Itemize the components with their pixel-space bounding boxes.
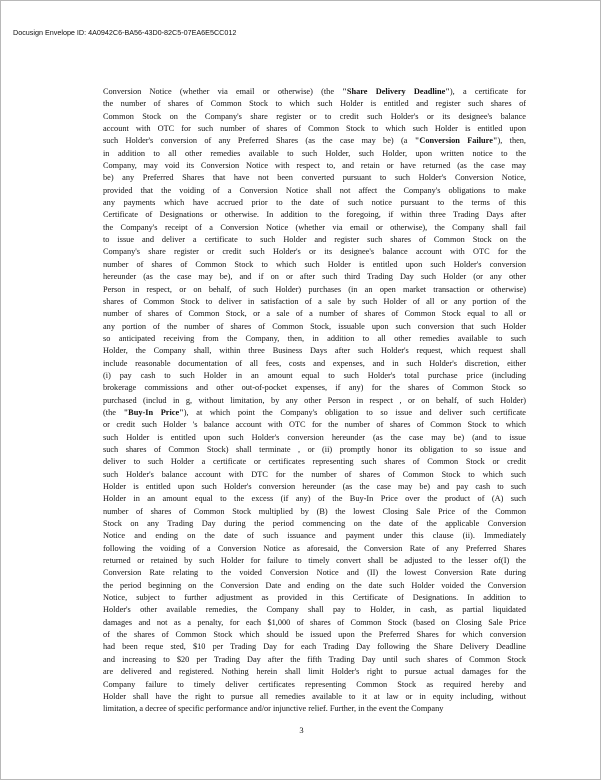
paragraph-line: limitation, a decree of specific performance and/or injunctive relief. Further, in the event the Company (103, 704, 444, 714)
paragraph-line: any portion of the number of shares of Common Stock, issuable upon such conversion that such Holder (103, 321, 526, 331)
page-number: 3 (299, 725, 304, 735)
paragraph-line: Holder shall have the right to pursue all remedies available to it at law or in equity including, without (103, 691, 526, 701)
paragraph-line: deliver to such Holder a certificate or certificates representing such shares of Common Stock or credit (103, 457, 526, 467)
paragraph-line: of the shares of Common Stock which should be issued upon the Preferred Shares for which conversion (103, 630, 526, 640)
paragraph-line: to issue and deliver a certificate to such Holder and register such shares of Common Stock on the (103, 235, 526, 245)
paragraph-line: Holder in an amount equal to the excess (if any) of the Buy-In Price over the product of (A) such (103, 494, 526, 504)
paragraph-line: Common Stock on the Company's share register or to credit such Holder's or its designee's balance (103, 111, 526, 121)
paragraph-line: and increasing to $20 per Trading Day after the fifth Trading Day until such shares of Common Stock (103, 654, 526, 664)
paragraph-line: such Holder's conversion of any Preferred Shares (as the case may be) (a "Conversion Failure"), then, (103, 136, 526, 146)
paragraph-line: number of shares of Common Stock multiplied by (B) the lowest Closing Sale Price of the Common (103, 506, 526, 516)
paragraph-line: any payments which have accrued prior to the date of such notice pursuant to the terms of this (103, 198, 526, 208)
paragraph-line: had been reque sted, $10 per Trading Day for each Trading Day following the Share Delivery Deadline (103, 642, 526, 652)
paragraph-line: in addition to all other remedies available to such Holder, such Holder, upon written notice to the (103, 148, 526, 158)
paragraph-line: Holder is entitled upon such Holder's conversion hereunder (as the case may be) and pay cash to such (103, 482, 526, 491)
paragraph-line: following the voiding of a Conversion Notice as aforesaid, the Conversion Rate of any Preferred Shares (103, 543, 526, 553)
paragraph-line: (i) pay cash to such Holder in an amount equal to such Holder's total purchase price (including (103, 370, 526, 380)
paragraph-line: or credit such Holder 's balance account with OTC for the number of shares of Common Stock to which (103, 420, 526, 430)
paragraph-line: Notice and ending on the date of such issuance and payment under this clause (ii). Immediately (103, 531, 526, 541)
paragraph-line: Stock on any Trading Day during the period commencing on the date of the applicable Conversion (103, 519, 526, 529)
paragraph-line: Holder's other available remedies, the Company shall pay to Holder, in cash, as partial liquidated (103, 605, 526, 615)
paragraph-line: damages and not as a penalty, for each $1,000 of shares of Common Stock (based on Closing Sale Price (103, 617, 526, 627)
paragraph-line: provided that the voiding of a Conversion Notice shall not affect the Company's obligations to make (103, 185, 526, 195)
docusign-envelope-id: Docusign Envelope ID: 4A0942C6-BA56-43D0-82C5-07EA6E5CC012 (13, 28, 237, 37)
paragraph-line: returned or retained by such Holder for failure to timely convert shall be adjusted to the lesser of(I) the (103, 556, 526, 566)
paragraph-line: number of shares of Common Stock, or a sale of a number of shares of Common Stock equal to all or (103, 309, 526, 319)
paragraph-line: Conversion Rate relating to the voided Conversion Notice and (II) the lowest Conversion Rate during (103, 568, 526, 578)
paragraph-line: Holder, the Company shall, within three Business Days after such Holder's request, which request shall (103, 346, 526, 356)
paragraph-line: are delivered and registered. Nothing herein shall limit Holder's right to pursue actual damages for the (103, 667, 526, 677)
paragraph-line: (the "Buy-In Price"), at which point the Company's obligation to so issue and deliver such certificate (103, 407, 526, 417)
paragraph-line: Conversion Notice (whether via email or otherwise) (the "Share Delivery Deadline"), a certificate for (103, 87, 526, 96)
paragraph-line: such Holder's balance account with DTC for the number of shares of Common Stock to which such (103, 469, 526, 479)
paragraph-line: number of shares of Common Stock to which such Holder is entitled upon such Holder's conversion (103, 259, 526, 269)
paragraph-line: brokerage commissions and other out-of-pocket expenses, if any) for the shares of Common Stock so (103, 383, 526, 393)
paragraph-line: account with OTC for such number of shares of Common Stock to which such Holder is entitled upon (103, 124, 526, 134)
paragraph-line: Company, may void its Conversion Notice with respect to, and retain or have returned (as the case may (103, 161, 526, 171)
paragraph-line: shares of Common Stock to deliver in satisfaction of a sale by such Holder of all or any portion of the (103, 296, 526, 306)
paragraph-line: the period beginning on the Conversion Date and ending on the date such Holder voided the Conversion (103, 580, 526, 590)
paragraph-line: the number of shares of Common Stock to which such Holder is entitled and register such shares of (103, 99, 526, 109)
paragraph-line: the Company's receipt of a Conversion Notice (whether via email or otherwise), the Company shall fail (103, 222, 526, 232)
body-paragraph (103, 86, 526, 716)
paragraph-line: include reasonable documentation of all fees, costs and expenses, and in such Holder's discretion, either (103, 358, 526, 368)
paragraph-line: Certificate of Designations or otherwise. In addition to the foregoing, if within three Trading Days after (103, 210, 526, 220)
paragraph-line: be) any Preferred Shares that have not been converted pursuant to such Holder's Conversion Notice, (103, 173, 526, 183)
paragraph-line: purchased (includ in g, without limitation, by any other Person in respect , or on behalf, of such Holder) (103, 395, 526, 405)
paragraph-line: Notice, subject to further adjustment as provided in this Certificate of Designations. In addition to (103, 593, 526, 603)
paragraph-line: hereunder (as the case may be), and if on or after such third Trading Day such Holder (or any other (103, 272, 526, 282)
paragraph-line: Company failure to timely deliver certificates representing Common Stock as required hereby and (103, 679, 526, 689)
paragraph-line: such shares of Common Stock) shall terminate , or (ii) promptly honor its obligation to so issue and (103, 444, 526, 454)
paragraph-line: so anticipated receiving from the Company, then, in addition to all other remedies available to such (103, 333, 526, 343)
paragraph-line: Company's share register or credit such Holder's or its designee's balance account with OTC for the (103, 247, 526, 257)
paragraph-line: such Holder is entitled upon such Holder's conversion hereunder (as the case may be) (and to issue (103, 432, 526, 442)
paragraph-line: Person in respect, or on behalf, of such Holder) purchases (in an open market transaction or otherwise) (103, 284, 526, 294)
